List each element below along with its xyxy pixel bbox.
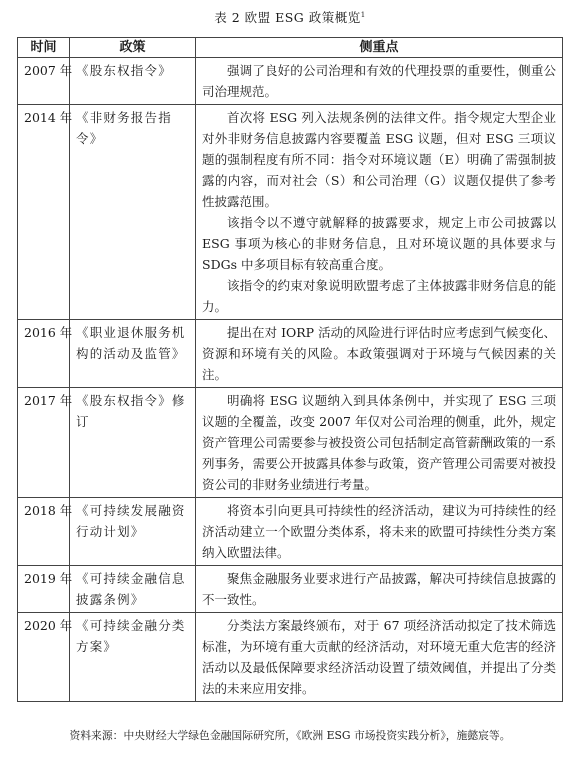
row-policy: 《非财务报告指令》 — [70, 105, 196, 320]
focus-paragraph: 将资本引向更具可持续性的经济活动，建议为可持续性的经济活动建立一个欧盟分类体系，将未来的欧盟可持续性分类方案纳入欧盟法律。 — [202, 503, 556, 560]
row-focus — [196, 388, 563, 498]
row-focus — [196, 498, 563, 566]
focus-paragraph: 提出在对 IORP 活动的风险进行评估时应考虑到气候变化、资源和环境有关的风险。本政策强调对于环境与气候因素的关注。 — [202, 325, 556, 382]
table-row — [18, 105, 563, 320]
row-policy: 《可持续金融信息披露条例》 — [70, 566, 196, 613]
row-focus — [196, 566, 563, 613]
table-row — [18, 613, 563, 702]
table-row — [18, 58, 563, 105]
table-row — [18, 388, 563, 498]
caption-footnote-mark: 1 — [360, 10, 366, 19]
focus-paragraph: 强调了良好的公司治理和有效的代理投票的重要性，侧重公司治理规范。 — [202, 63, 556, 99]
table-row — [18, 320, 563, 388]
row-time: 2019 年 — [18, 566, 70, 613]
focus-paragraph: 首次将 ESG 列入法规条例的法律文件。指令规定大型企业对外非财务信息披露内容要覆盖 ESG 议题，但对 ESG 三项议题的强制程度有所不同：指令对环境议题（E）明确了需强制披露的内容，而对社会（S）和公司治理（G）议题仅提供了参考性披露范围。 — [202, 110, 556, 209]
row-focus — [196, 105, 563, 320]
header-policy: 政策 — [70, 38, 196, 58]
row-time: 2020 年 — [18, 613, 70, 702]
table-caption — [0, 8, 580, 26]
row-policy: 《可持续发展融资行动计划》 — [70, 498, 196, 566]
row-policy: 《股东权指令》 — [70, 58, 196, 105]
header-time: 时间 — [18, 38, 70, 58]
row-time: 2018 年 — [18, 498, 70, 566]
row-policy: 《股东权指令》修订 — [70, 388, 196, 498]
row-time: 2007 年 — [18, 58, 70, 105]
source-note: 资料来源：中央财经大学绿色金融国际研究所，《欧洲 ESG 市场投资实践分析》，施懿宸等。 — [69, 729, 511, 742]
focus-paragraph: 明确将 ESG 议题纳入到具体条例中，并实现了 ESG 三项议题的全覆盖，改变 2007 年仅对公司治理的侧重，此外，规定资产管理公司需要参与被投资公司包括制定高管薪酬政策的一系列事务，需要公开披露具体参与政策，资产管理公司需要对被投资公司的非财务业绩进行考量。 — [202, 393, 556, 492]
focus-paragraph: 该指令的约束对象说明欧盟考虑了主体披露非财务信息的能力。 — [202, 278, 556, 314]
focus-paragraph: 聚焦金融服务业要求进行产品披露，解决可持续信息披露的不一致性。 — [202, 571, 556, 607]
esg-policy-table — [17, 37, 563, 702]
row-focus — [196, 58, 563, 105]
caption-text: 表 2 欧盟 ESG 政策概览 — [214, 10, 361, 25]
table-row — [18, 566, 563, 613]
row-policy: 《可持续金融分类方案》 — [70, 613, 196, 702]
row-time: 2014 年 — [18, 105, 70, 320]
header-focus: 侧重点 — [196, 38, 563, 58]
table-row — [18, 498, 563, 566]
row-focus — [196, 320, 563, 388]
row-policy: 《职业退休服务机构的活动及监管》 — [70, 320, 196, 388]
row-focus — [196, 613, 563, 702]
focus-paragraph: 分类法方案最终颁布，对于 67 项经济活动拟定了技术筛选标准，为环境有重大贡献的经济活动，对环境无重大危害的经济活动以及最低保障要求经济活动设置了绩效阈值，并提出了分类法的未来应用安排。 — [202, 618, 556, 696]
row-time: 2017 年 — [18, 388, 70, 498]
table-header-row — [18, 38, 563, 58]
focus-paragraph: 该指令以不遵守就解释的披露要求，规定上市公司披露以 ESG 事项为核心的非财务信息，且对环境议题的具体要求与 SDGs 中多项目标有较高重合度。 — [202, 215, 556, 272]
row-time: 2016 年 — [18, 320, 70, 388]
